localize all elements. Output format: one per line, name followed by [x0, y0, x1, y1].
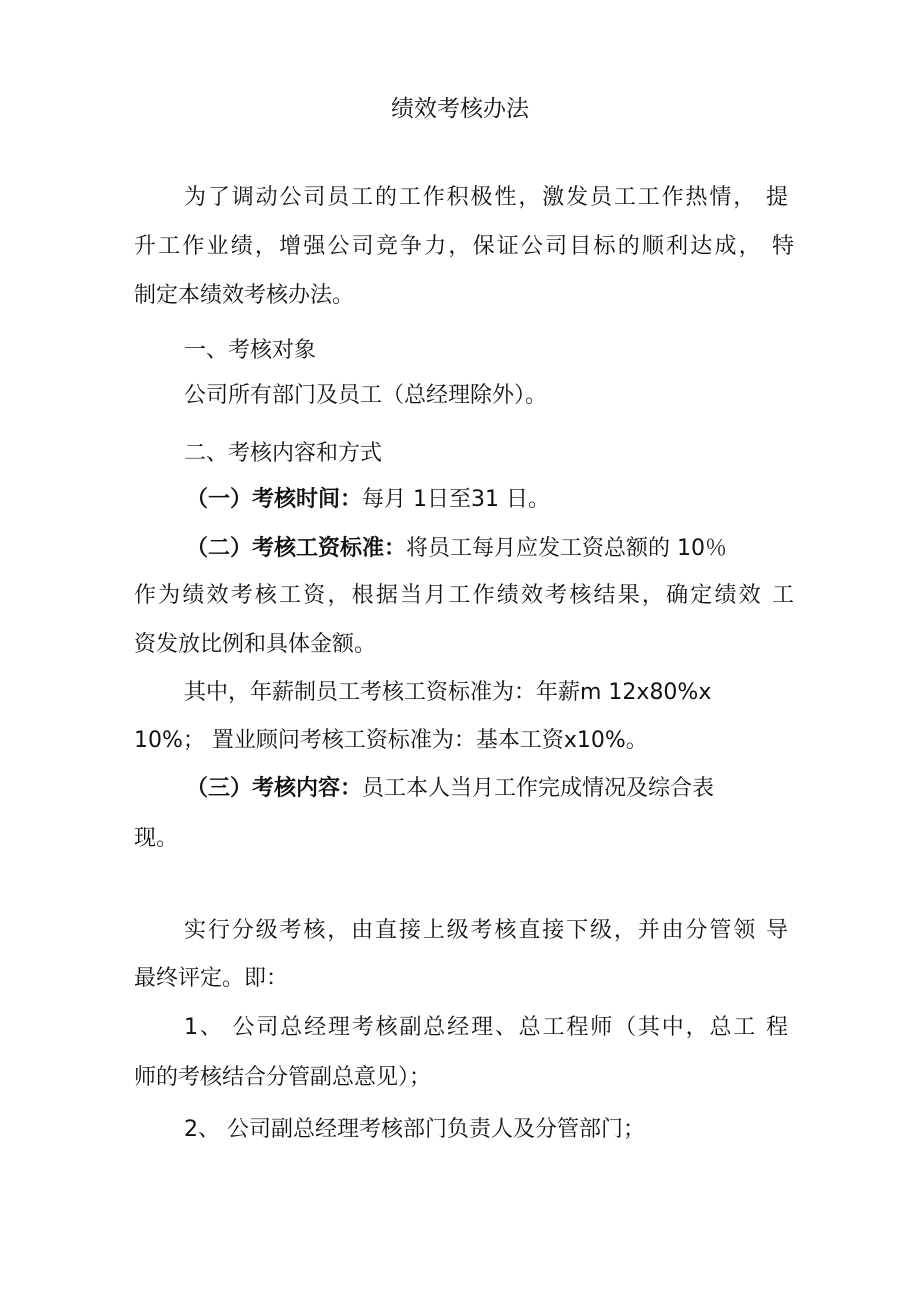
intro-line-2: 升工作业绩，增强公司竞争力，保证公司目标的顺利达成， 特: [134, 234, 794, 259]
item2-text: 将员工每月应发工资总额的 10％: [406, 536, 728, 561]
item3-text: 员工本人当月工作完成情况及综合表: [362, 776, 715, 801]
section1-text: 公司所有部门及员工（总经理除外）。: [184, 383, 548, 408]
item2-label: （二）考核工资标准：: [186, 536, 407, 561]
grading-line-2: 最终评定。即：: [134, 966, 289, 991]
intro-line-3: 制定本绩效考核办法。: [134, 283, 355, 308]
item3-line-2: 现。: [134, 826, 179, 851]
grading-line-1: 实行分级考核，由直接上级考核直接下级，并由分管领 导: [184, 918, 788, 943]
section2-heading: 二、考核内容和方式: [184, 441, 383, 466]
item1-text: 每月 1日至31 日。: [362, 487, 550, 512]
note-line-2: 10%； 置业顾问考核工资标准为：基本工资x10%。: [134, 728, 648, 753]
item1-label: （一）考核时间：: [186, 487, 363, 512]
note-line-1: 其中，年薪制员工考核工资标准为：年薪m 12x80%x: [184, 680, 712, 705]
item2-line-3: 资发放比例和具体金额。: [134, 632, 377, 657]
list-item1-line-1: 1、 公司总经理考核副总经理、总工程师（其中，总工 程: [184, 1015, 788, 1040]
list-item1-line-2: 师的考核结合分管副总意见）；: [134, 1065, 432, 1090]
item2-line-1: [186, 534, 788, 564]
item1-line: [186, 485, 788, 515]
item2-line-2: 作为绩效考核工资，根据当月工作绩效考核结果，确定绩效 工: [134, 583, 794, 608]
intro-line-1: 为了调动公司员工的工作积极性，激发员工工作热情， 提: [184, 185, 788, 210]
item3-line-1: [186, 774, 788, 804]
item3-label: （三）考核内容：: [186, 776, 363, 801]
section1-heading: 一、考核对象: [184, 338, 317, 363]
list-item2-line-1: 2、 公司副总经理考核部门负责人及分管部门；: [184, 1117, 645, 1142]
page-title: 绩效考核办法: [391, 96, 529, 122]
